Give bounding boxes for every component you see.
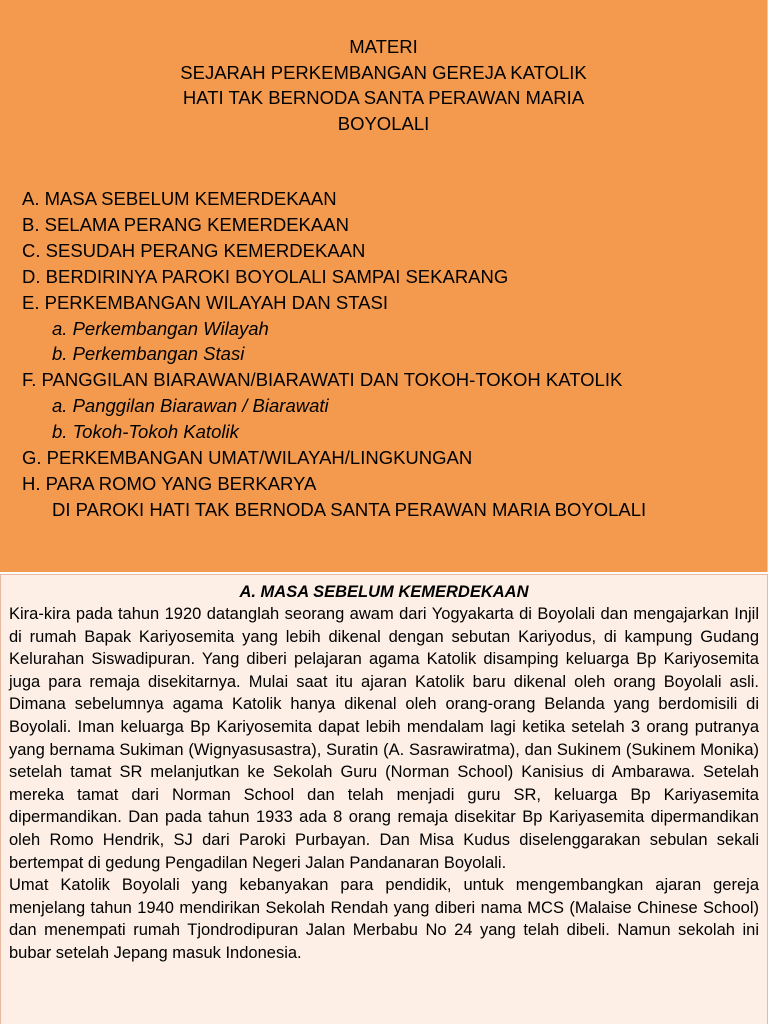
outline-item-h-continuation: DI PAROKI HATI TAK BERNODA SANTA PERAWAN MARIA BOYOLALI [52, 498, 647, 520]
outline-item-g: G. PERKEMBANGAN UMAT/WILAYAH/LINGKUNGAN [22, 447, 473, 469]
outline-subitem-e-b: b. Perkembangan Stasi [52, 343, 245, 365]
body-paragraph-1: Kira-kira pada tahun 1920 datanglah seorang awam dari Yogyakarta di Boyolali dan mengajarkan Injil di rumah Bapak Kariyosemita yang lebih dikenal dengan sebutan Kariyodus, di kampung Gudang Kelurahan Siswadipuran. Yang diberi pelajaran agama Katolik disamping keluarga Bp Kariyosemita juga para remaja disekitarnya. Mulai saat itu ajaran Katolik baru dikenal oleh orang Boyolali asli. Dimana sebelumnya agama Katolik hanya dikenal oleh orang-orang Belanda yang berdomisili di Boyolali. Iman keluarga Bp Kariyosemita dapat lebih mendalam lagi ketika setelah 3 orang putranya yang bernama Sukiman (Wignyasusastra), Suratin (A. Sasrawiratma), dan Sukinem (Sukinem Monika) setelah tamat SR melanjutkan ke Sekolah Guru (Norman School) Kanisius di Ambarawa. Setelah mereka tamat dari Norman School dan telah menjadi guru SR, keluarga Bp Kariyasemita dipermandikan. Dan pada tahun 1933 ada 8 orang remaja disekitar Bp Kariyasemita dipermandikan oleh Romo Hendrik, SJ dari Paroki Purbayan. Dan Misa Kudus diselenggarakan sebulan sekali bertempat di gedung Pengadilan Negeri Jalan Pandanaran Boyolali. [9, 605, 759, 872]
section-body [9, 603, 759, 965]
outline-item-f: F. PANGGILAN BIARAWAN/BIARAWATI DAN TOKOH-TOKOH KATOLIK [22, 369, 623, 391]
outline-item-d: D. BERDIRINYA PAROKI BOYOLALI SAMPAI SEKARANG [22, 265, 509, 287]
outline-subitem-f-a: a. Panggilan Biarawan / Biarawati [52, 395, 329, 417]
outline-subitem-e-a: a. Perkembangan Wilayah [52, 317, 269, 339]
outline-item-c: C. SESUDAH PERANG KEMERDEKAAN [22, 239, 366, 261]
outline-item-a: A. MASA SEBELUM KEMERDEKAAN [22, 188, 337, 209]
title-line-1: MATERI [349, 36, 418, 57]
content-slide [0, 574, 768, 1024]
outline-item-e: E. PERKEMBANGAN WILAYAH DAN STASI [22, 291, 388, 313]
section-heading: A. MASA SEBELUM KEMERDEKAAN [239, 583, 529, 601]
body-paragraph-2: Umat Katolik Boyolali yang kebanyakan para pendidik, untuk mengembangkan ajaran gereja menjelang tahun 1940 mendirikan Sekolah Rendah yang diberi nama MCS (Malaise Chinese School) dan menempati rumah Tjondrodipuran Jalan Merbabu No 24 yang telah dibeli. Namun sekolah ini bubar setelah Jepang masuk Indonesia. [9, 876, 759, 962]
title-line-3: HATI TAK BERNODA SANTA PERAWAN MARIA [182, 87, 585, 108]
outline-list [22, 186, 762, 523]
outline-item-h: H. PARA ROMO YANG BERKARYA [22, 472, 317, 494]
outline-item-b: B. SELAMA PERANG KEMERDEKAAN [22, 213, 349, 235]
title-line-4: BOYOLALI [337, 112, 430, 134]
slide-title [0, 34, 767, 136]
title-line-2: SEJARAH PERKEMBANGAN GEREJA KATOLIK [180, 61, 587, 83]
outline-subitem-f-b: b. Tokoh-Tokoh Katolik [52, 421, 239, 443]
